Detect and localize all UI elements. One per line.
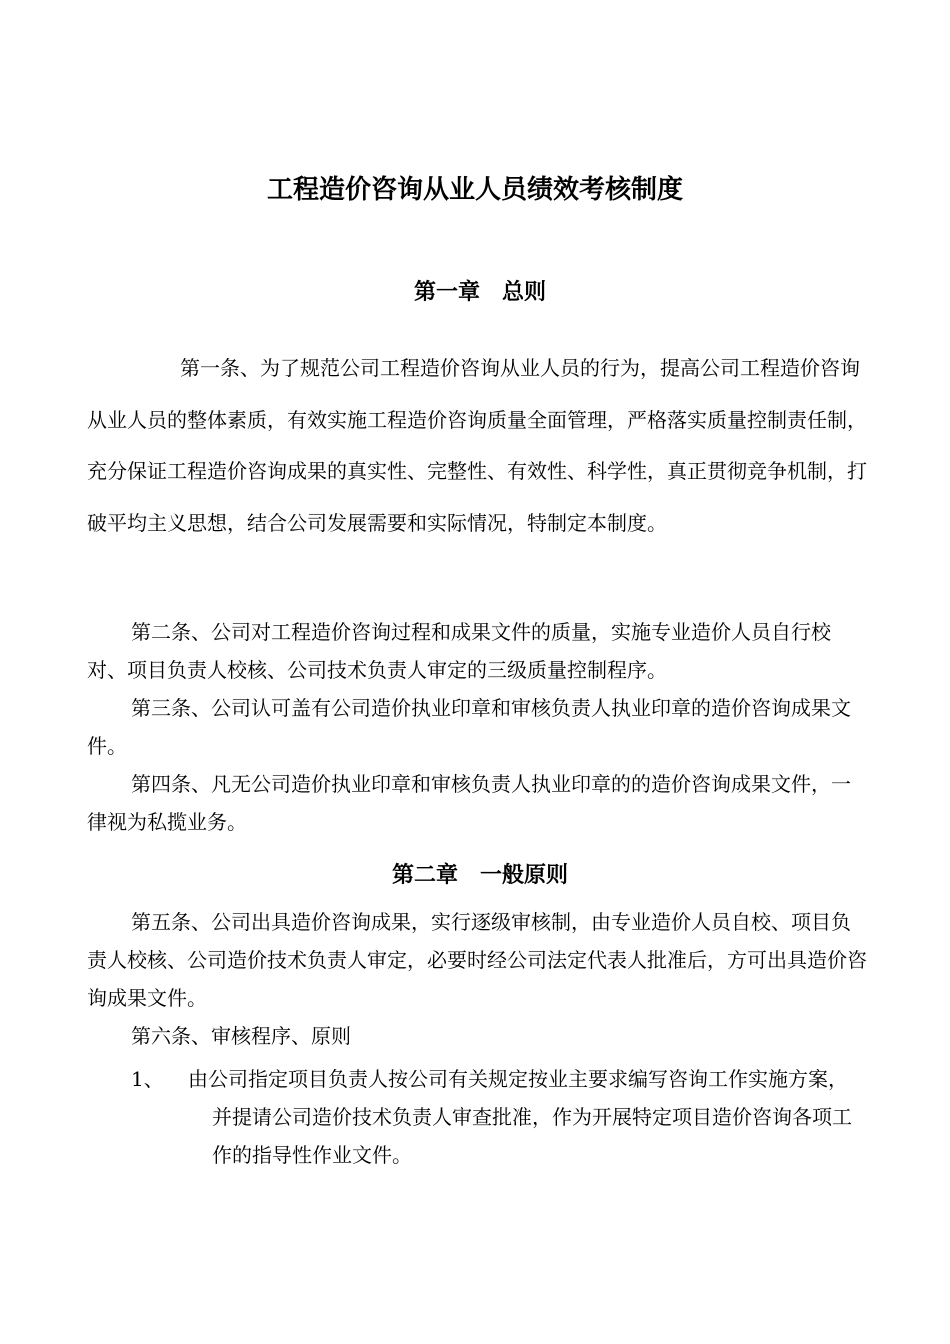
article-4: 第四条、凡无公司造价执业印章和审核负责人执业印章的的造价咨询成果文件，一律视为私揽业务。 xyxy=(87,772,851,834)
article-2: 第二条、公司对工程造价咨询过程和成果文件的质量，实施专业造价人员自行校对、项目负责人校核、公司技术负责人审定的三级质量控制程序。 xyxy=(87,620,831,682)
list-item-number: 1、 xyxy=(131,1067,164,1091)
document-title: 工程造价咨询从业人员绩效考核制度 xyxy=(266,175,683,205)
chapter-2-heading: 第二章 一般原则 xyxy=(391,863,568,888)
article-6: 第六条、审核程序、原则 xyxy=(131,1024,351,1048)
list-item-text: 由公司指定项目负责人按公司有关规定按业主要求编写咨询工作实施方案，并提请公司造价技术负责人审查批准，作为开展特定项目造价咨询各项工作的指导性作业文件。 xyxy=(188,1067,852,1167)
list-item xyxy=(131,1060,871,1174)
article-1: 第一条、为了规范公司工程造价咨询从业人员的行为，提高公司工程造价咨询从业人员的整体素质，有效实施工程造价咨询质量全面管理，严格落实质量控制责任制，充分保证工程造价咨询成果的真实性、完整性、有效性、科学性，真正贯彻竞争机制，打破平均主义思想，结合公司发展需要和实际情况，特制定本制度。 xyxy=(87,356,867,535)
article-5: 第五条、公司出具造价咨询成果，实行逐级审核制，由专业造价人员自校、项目负责人校核、公司造价技术负责人审定，必要时经公司法定代表人批准后，方可出具造价咨询成果文件。 xyxy=(87,910,867,1010)
article-3: 第三条、公司认可盖有公司造价执业印章和审核负责人执业印章的造价咨询成果文件。 xyxy=(87,696,851,758)
chapter-1-heading: 第一章 总则 xyxy=(413,280,546,305)
